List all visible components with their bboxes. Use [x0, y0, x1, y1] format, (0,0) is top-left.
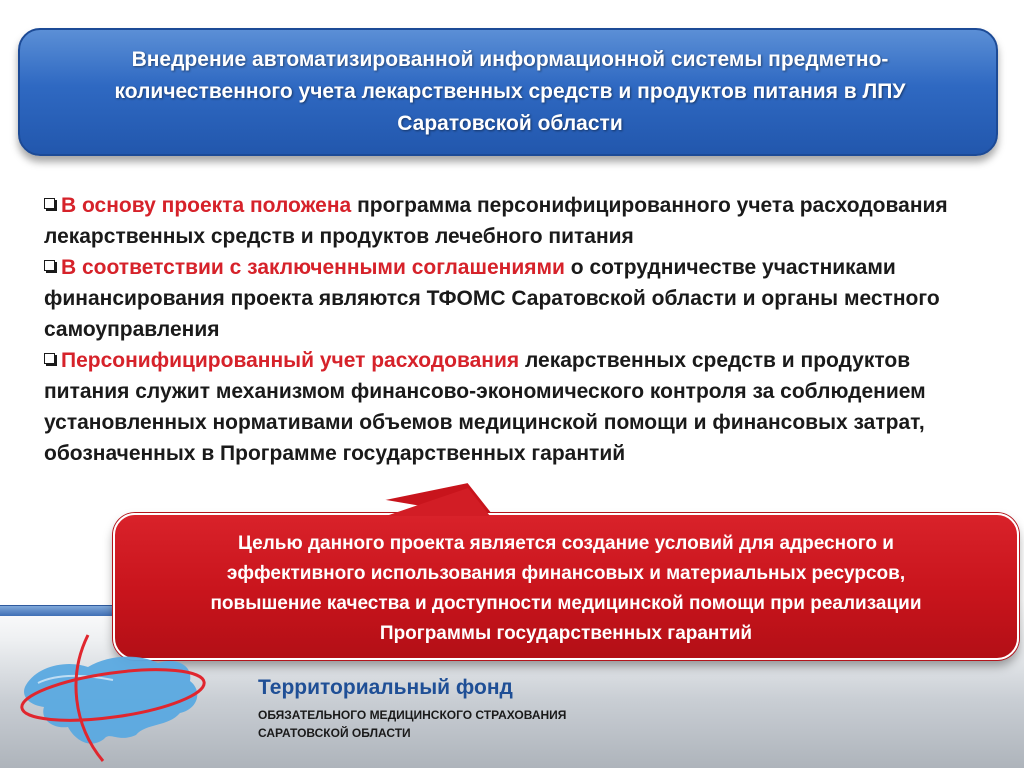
bullet-highlight-3: Персонифицированный учет расходования [61, 349, 520, 372]
bullet-item-3 [44, 345, 994, 469]
callout-line-2: эффективного использования финансовых и материальных ресурсов, [226, 563, 906, 584]
checkbox-square-icon [44, 260, 55, 271]
bullet-text-2: о сотрудничестве участниками финансирования проекта являются ТФОМС Саратовской области и органы местного самоуправления [44, 256, 940, 341]
bullet-text-3: лекарственных средств и продуктов питания служит механизмом финансово-экономического контроля за соблюдением установленных нормативами объемов медицинской помощи и финансовых затрат, обозначенных в Программе государственных гарантий [44, 349, 926, 465]
title-line-3: Саратовской области [397, 112, 623, 135]
fund-subtitle-1: ОБЯЗАТЕЛЬНОГО МЕДИЦИНСКОГО СТРАХОВАНИЯ [258, 708, 567, 722]
callout-line-3: повышение качества и доступности медицинской помощи при реализации [210, 593, 922, 614]
callout-text [135, 529, 997, 649]
title-banner [18, 28, 998, 156]
bullet-text-1: программа персонифицированного учета расходования лекарственных средств и продуктов лечебного питания [44, 194, 948, 248]
goal-callout [113, 513, 1019, 660]
fund-subtitle-2: САРАТОВСКОЙ ОБЛАСТИ [258, 726, 411, 740]
bullet-highlight-2: В соответствии с заключенными соглашениями [61, 256, 565, 279]
callout-line-1: Целью данного проекта является создание условий для адресного и [238, 533, 894, 554]
checkbox-square-icon [44, 198, 55, 209]
slide-title [60, 44, 960, 140]
bullet-item-1 [44, 190, 994, 252]
bullet-highlight-1: В основу проекта положена [61, 194, 352, 217]
fund-title: Территориальный фонд [258, 676, 513, 699]
title-line-2: количественного учета лекарственных средств и продуктов питания в ЛПУ [114, 80, 906, 103]
region-map-orbit-logo [18, 625, 218, 765]
callout-line-4: Программы государственных гарантий [379, 623, 753, 644]
bullet-list [44, 190, 994, 469]
title-line-1: Внедрение автоматизированной информационной системы предметно- [131, 48, 889, 71]
bullet-item-2 [44, 252, 994, 345]
checkbox-square-icon [44, 353, 55, 364]
